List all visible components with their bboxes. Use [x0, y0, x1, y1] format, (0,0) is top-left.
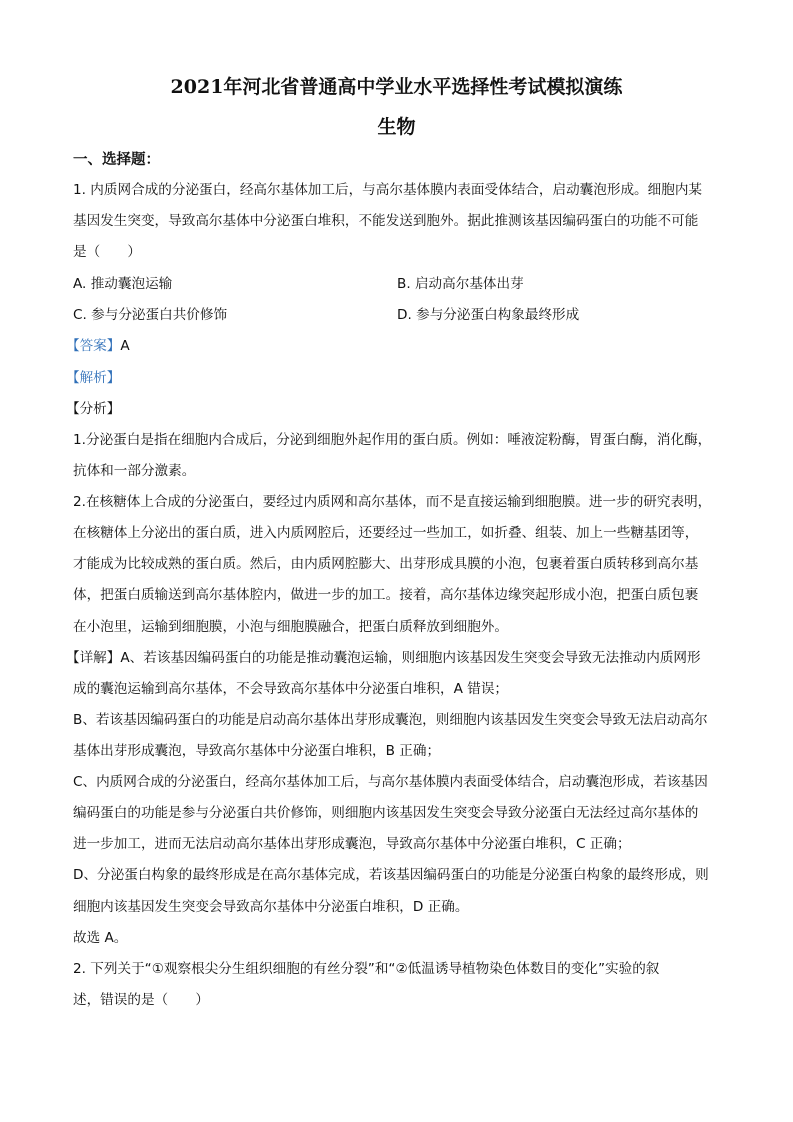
- fenxi-line: 1.分泌蛋白是指在细胞内合成后，分泌到细胞外起作用的蛋白质。例如：唾液淀粉酶，胃蛋白酶，消化酶，: [73, 432, 712, 448]
- analysis-label: 【解析】: [66, 370, 121, 386]
- fenxi-line: 在核糖体上分泌出的蛋白质，进入内质网腔后，还要经过一些加工，如折叠、组装、加上一些糖基团等，: [73, 525, 699, 541]
- fenxi-line: 体，把蛋白质输送到高尔基体腔内，做进一步的加工。接着，高尔基体边缘突起形成小泡，把蛋白质包裹: [73, 587, 699, 603]
- fenxi-label: 【分析】: [66, 401, 121, 417]
- detail-line: 基体出芽形成囊泡，导致高尔基体中分泌蛋白堆积，B 正确；: [73, 743, 441, 759]
- fenxi-line: 抗体和一部分激素。: [73, 463, 196, 479]
- document-title: 2021年河北省普通高中学业水平选择性考试模拟演练: [170, 76, 623, 98]
- option-a: A. 推动囊泡运输: [73, 276, 173, 292]
- subject-title: 生物: [377, 116, 416, 138]
- detail-line: C、内质网合成的分泌蛋白，经高尔基体加工后，与高尔基体膜内表面受体结合，启动囊泡形成，若该基因: [73, 774, 708, 790]
- section-heading: 一、选择题：: [73, 152, 160, 168]
- detail-line: 【详解】A、若该基因编码蛋白的功能是推动囊泡运输，则细胞内该基因发生突变会导致无法推动内质网形: [66, 650, 701, 666]
- conclusion-line: 故选 A。: [73, 930, 128, 946]
- option-d: D. 参与分泌蛋白构象最终形成: [397, 307, 580, 323]
- detail-line: 细胞内该基因发生突变会导致高尔基体中分泌蛋白堆积，D 正确。: [73, 899, 469, 915]
- question-1-line: 基因发生突变，导致高尔基体中分泌蛋白堆积，不能发送到胞外。据此推测该基因编码蛋白的功能不可能: [73, 213, 699, 229]
- detail-line: 成的囊泡运输到高尔基体，不会导致高尔基体中分泌蛋白堆积，A 错误；: [73, 681, 509, 697]
- fenxi-line: 在小泡里，运输到细胞膜，小泡与细胞膜融合，把蛋白质释放到细胞外。: [73, 619, 508, 635]
- detail-line: 进一步加工，进而无法启动高尔基体出芽形成囊泡，导致高尔基体中分泌蛋白堆积，C 正确；: [73, 836, 631, 852]
- answer-line: [66, 337, 130, 355]
- detail-line: 编码蛋白的功能是参与分泌蛋白共价修饰，则细胞内该基因发生突变会导致分泌蛋白无法经过高尔基体的: [73, 805, 699, 821]
- question-2-line: 述，错误的是（ ）: [73, 992, 209, 1008]
- question-1-line: 1. 内质网合成的分泌蛋白，经高尔基体加工后，与高尔基体膜内表面受体结合，启动囊泡形成。细胞内某: [73, 182, 703, 198]
- detail-line: D、分泌蛋白构象的最终形成是在高尔基体完成，若该基因编码蛋白的功能是分泌蛋白构象的最终形成，则: [73, 867, 709, 883]
- answer-label: 【答案】: [66, 338, 121, 354]
- option-c: C. 参与分泌蛋白共价修饰: [73, 307, 228, 323]
- option-b: B. 启动高尔基体出芽: [397, 276, 524, 292]
- answer-value: A: [120, 338, 130, 354]
- detail-line: B、若该基因编码蛋白的功能是启动高尔基体出芽形成囊泡，则细胞内该基因发生突变会导致无法启动高尔: [73, 712, 708, 728]
- fenxi-line: 2.在核糖体上合成的分泌蛋白，要经过内质网和高尔基体，而不是直接运输到细胞膜。进一步的研究表明，: [73, 494, 712, 510]
- question-2-line: 2. 下列关于“①观察根尖分生组织细胞的有丝分裂”和“②低温诱导植物染色体数目的变化”实验的叙: [73, 961, 660, 977]
- fenxi-line: 才能成为比较成熟的蛋白质。然后，由内质网腔膨大、出芽形成具膜的小泡，包裹着蛋白质转移到高尔基: [73, 556, 699, 572]
- question-1-line: 是（ ）: [73, 244, 141, 260]
